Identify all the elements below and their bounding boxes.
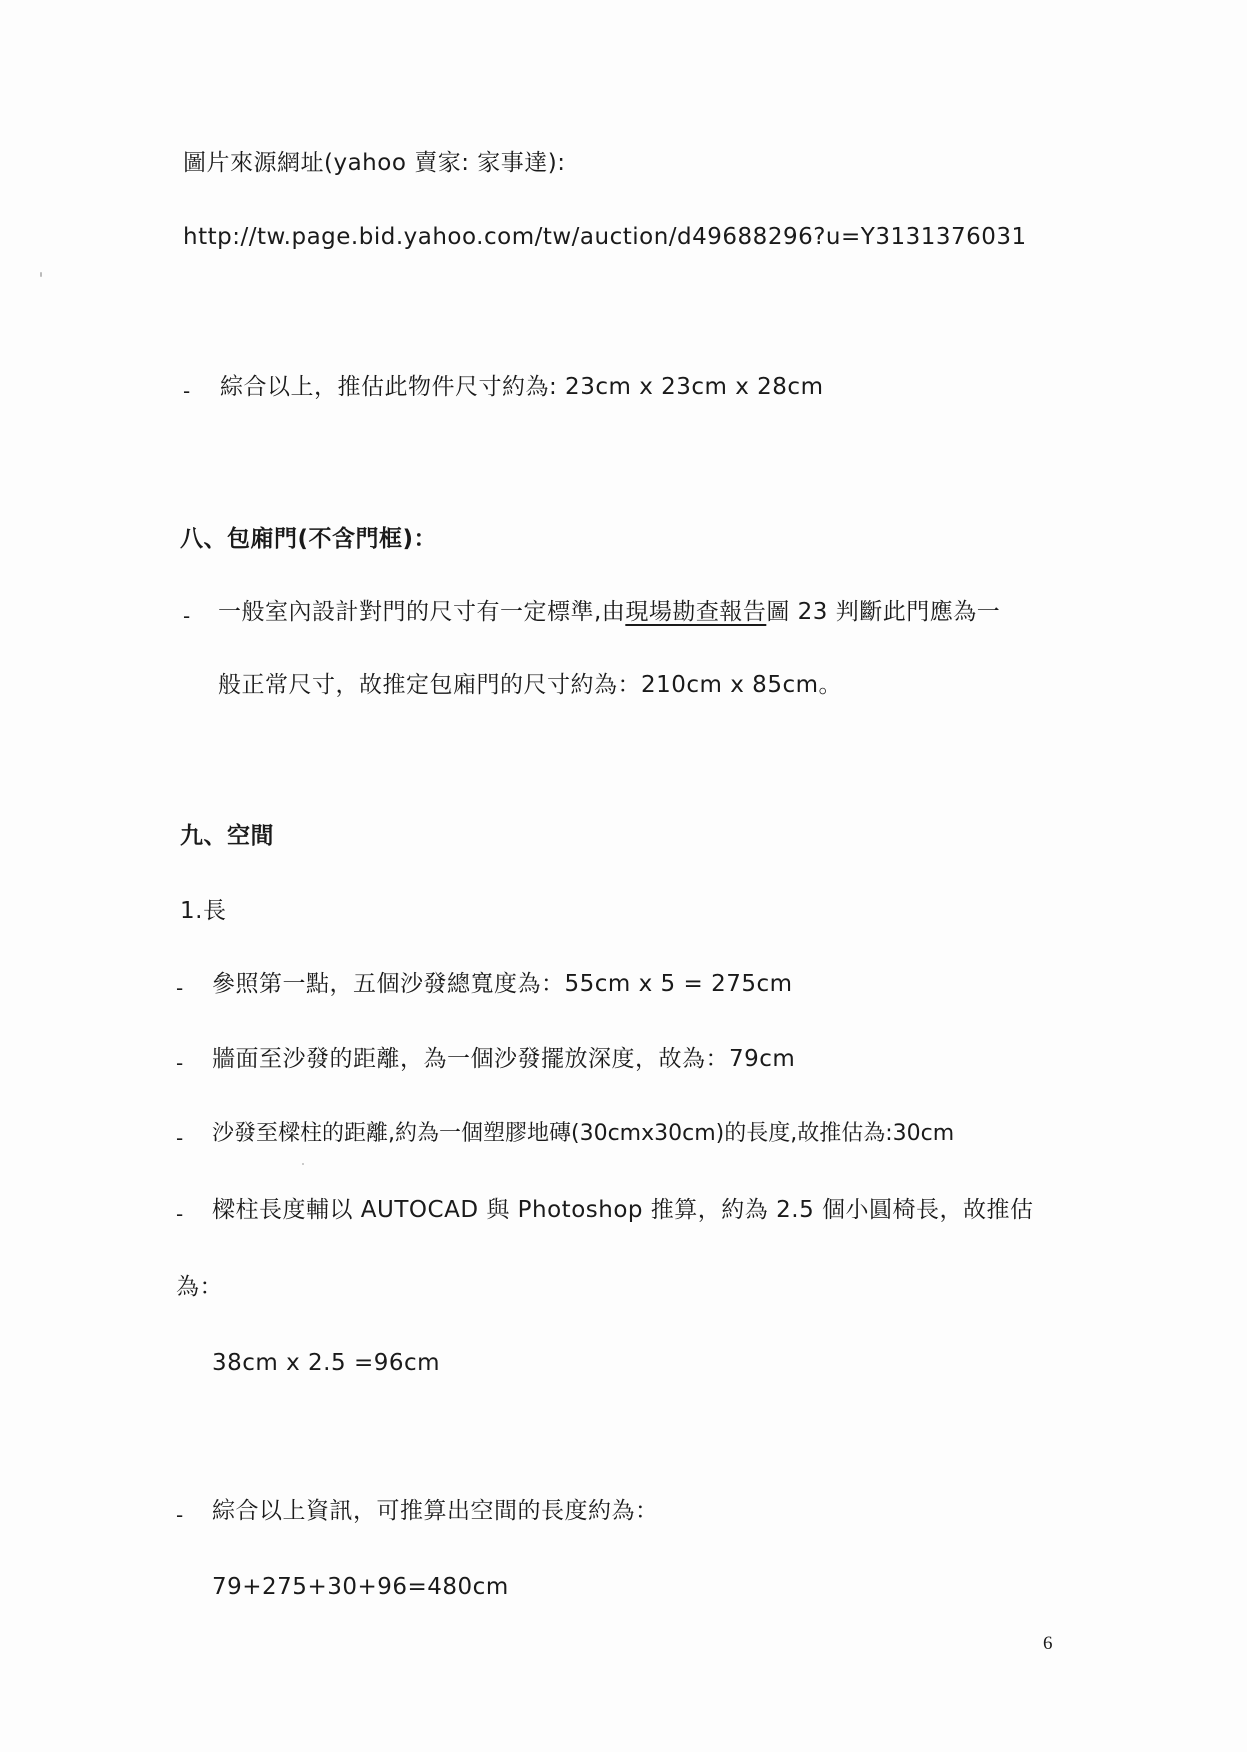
list-item: 參照第一點，五個沙發總寬度為：55cm x 5 = 275cm <box>212 971 793 997</box>
list-item: 沙發至樑柱的距離,約為一個塑膠地磚(30cmx30cm)的長度,故推估為:30cm <box>212 1121 955 1146</box>
bullet-dash: - <box>176 1126 184 1150</box>
bullet-dash: - <box>176 1202 184 1226</box>
list-item: 牆面至沙發的距離，為一個沙發擺放深度，故為：79cm <box>212 1046 796 1072</box>
source-label: 圖片來源網址(yahoo 賣家: 家事達): <box>183 150 566 176</box>
summary-size-estimate: 綜合以上，推估此物件尺寸約為: 23cm x 23cm x 28cm <box>220 374 824 400</box>
bullet-dash: - <box>176 1051 184 1075</box>
list-item: 樑柱長度輔以 AUTOCAD 與 Photoshop 推算，約為 2.5 個小圓椅長，故推估 <box>212 1197 1034 1223</box>
section-8-heading: 八、包廂門(不含門框)： <box>180 526 438 552</box>
bullet-dash: - <box>176 976 184 1000</box>
scan-speck <box>40 272 42 277</box>
space-length-summary: 綜合以上資訊，可推算出空間的長度約為： <box>212 1498 659 1524</box>
page-number: 6 <box>1043 1633 1053 1654</box>
bullet-dash: - <box>176 1503 184 1527</box>
text-segment: 一般室內設計對門的尺寸有一定標準,由 <box>218 599 626 625</box>
section-9-subheading: 1.長 <box>180 898 227 924</box>
section-9-heading: 九、空間 <box>180 823 274 849</box>
list-item-continuation: 為： <box>176 1274 223 1300</box>
section-8-text-line-1 <box>218 597 1000 627</box>
calculation-line: 38cm x 2.5 =96cm <box>212 1350 441 1376</box>
bullet-dash: - <box>183 604 191 628</box>
section-8-text-line-2: 般正常尺寸，故推定包廂門的尺寸約為：210cm x 85cm。 <box>218 672 843 698</box>
source-url: http://tw.page.bid.yahoo.com/tw/auction/d49688296?u=Y3131376031 <box>183 224 1027 250</box>
scan-speck <box>302 1163 304 1165</box>
underlined-reference: 現場勘查報告 <box>625 599 767 625</box>
bullet-dash: - <box>183 379 191 403</box>
space-length-calculation: 79+275+30+96=480cm <box>212 1574 509 1600</box>
text-segment: 圖 23 判斷此門應為一 <box>766 599 1001 625</box>
